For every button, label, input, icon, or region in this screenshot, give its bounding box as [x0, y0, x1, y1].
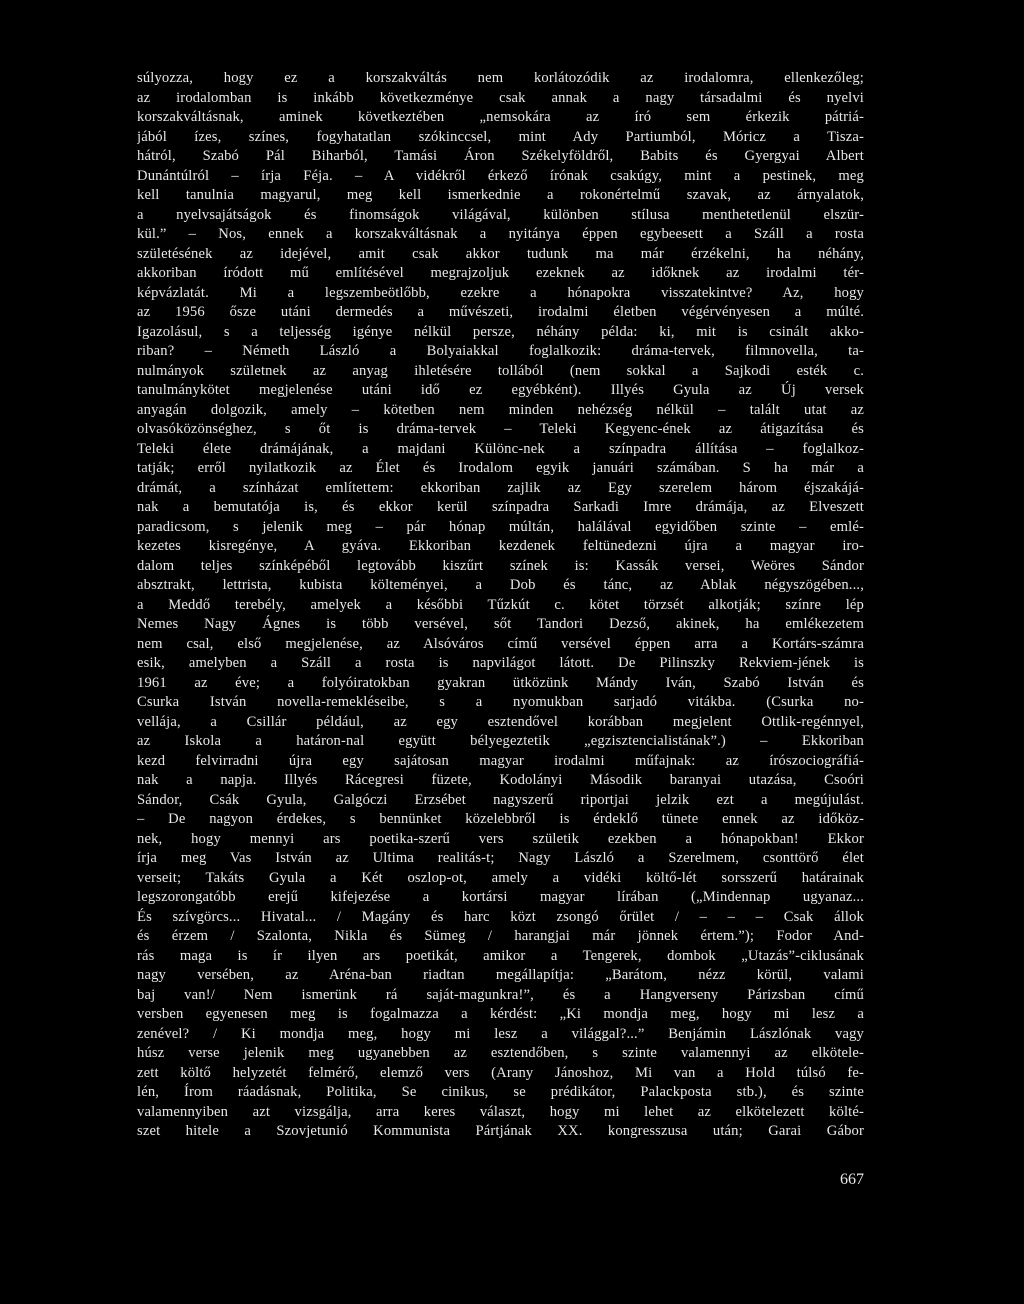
text-line: kezetes kisregénye, A gyáva. Ekkoriban kezdenek feltünedezni újra a magyar iro- — [137, 538, 864, 554]
text-line: Csurka István novella-remekléseibe, s a nyomukban sarjadó vitákba. (Csurka no- — [137, 694, 864, 710]
text-line: hátról, Szabó Pál Biharból, Tamási Áron Székelyföldről, Babits és Gyergyai Albert — [137, 148, 864, 164]
text-line: rás maga is ír ilyen ars poetikát, amikor a Tengerek, dombok „Utazás”-ciklusának — [137, 947, 864, 964]
text-line: Sándor, Csák Gyula, Galgóczi Erzsébet nagyszerű riportjai jelzik ezt a megújulást. — [137, 791, 864, 808]
text-line: jából ízes, színes, fogyhatatlan szókinccsel, mint Ady Partiumból, Móricz a Tisza- — [137, 128, 864, 145]
text-line: korszakváltásnak, aminek következtében „nemsokára az író sem érkezik pátriá- — [137, 109, 864, 125]
text-line: baj van!/ Nem ismerünk rá saját-magunkra!”, és a Hangverseny Párizsban című — [137, 986, 864, 1003]
text-line: lén, Írom ráadásnak, Politika, Se cinikus, se prédikátor, Palackposta stb.), és szinte — [137, 1084, 864, 1100]
text-line: kell tanulnia magyarul, meg kell ismerkednie a rokonértelmű szavak, az árnyalatok, — [137, 187, 864, 203]
text-line: valamennyiben azt vizsgálja, arra keres választ, hogy mi lehet az elkötelezett költé- — [137, 1103, 864, 1120]
text-line: kezd felvirradni újra egy sajátosan magyar irodalmi műfajnak: az írószociográfiá- — [137, 752, 864, 769]
text-line: drámát, a színházat említettem: ekkoriban zajlik az Egy szerelem három éjszakájá- — [137, 479, 864, 496]
page-number: 667 — [840, 1171, 864, 1188]
text-line: az 1956 ősze utáni dermedés a művészeti, irodalmi életben végérvényesen a múlté. — [137, 304, 864, 320]
text-line: és érzem / Szalonta, Nikla és Sümeg / harangjai már jönnek értem.”); Fodor And- — [137, 928, 864, 944]
text-line: nak a bemutatója is, és ekkor kerül színpadra Sarkadi Imre drámája, az Elveszett — [137, 499, 864, 515]
text-line: Dunántúlról – írja Féja. – A vidékről érkező írónak csakúgy, mint a pestinek, meg — [137, 167, 864, 184]
text-line: tanulmánykötet megjelenése utáni idő ez egyébként). Illyés Gyula az Új versek — [137, 382, 864, 398]
text-line: Igazolásul, s a teljesség igénye nélkül persze, néhány példa: ki, mit is csinált akko- — [137, 323, 864, 340]
text-line: kül.” – Nos, ennek a korszakváltásnak a nyitánya éppen egybeesett a Száll a rosta — [137, 226, 864, 242]
text-line: a Meddő terebély, amelyek a későbbi Tűzkút c. kötet törzsét alkotják; színre lép — [137, 596, 864, 613]
text-line: zenével? / Ki mondja meg, hogy mi lesz a világgal?...” Benjámin Lászlónak vagy — [137, 1025, 864, 1042]
text-line: akkoriban íródott mű említésével megrajzoljuk ezeknek az időknek az irodalmi tér- — [137, 265, 864, 281]
text-line: – De nagyon érdekes, s bennünket közelebbről is érdeklő tünete ennek az időköz- — [137, 811, 864, 827]
text-line: írja meg Vas István az Ultima realitás-t; Nagy László a Szerelmem, csonttörő élet — [137, 850, 864, 866]
text-line: nak a napja. Illyés Rácegresi füzete, Kodolányi Második baranyai utazása, Csoóri — [137, 772, 864, 788]
text-line: verseit; Takáts Gyula a Két oszlop-ot, amely a vidéki költő-lét sorsszerű határainak — [137, 869, 864, 886]
text-line: az irodalomban is inkább következménye csak annak a nagy társadalmi és nyelvi — [137, 89, 864, 106]
text-line: nem csal, első megjelenése, az Alsóváros című versével éppen arra a Kortárs-számra — [137, 635, 864, 652]
text-line: versben egyenesen meg is fogalmazza a kérdést: „Ki mondja meg, hogy mi lesz a — [137, 1006, 864, 1022]
text-line: szet hitele a Szovjetunió Kommunista Pártjának XX. kongresszusa után; Garai Gábor — [137, 1123, 864, 1139]
text-line: riban? – Németh László a Bolyaiakkal foglalkozik: dráma-tervek, filmnovella, ta- — [137, 343, 864, 359]
text-line: a nyelvsajátságok és finomságok világával, különben stílusa menthetetlenül elszür- — [137, 206, 864, 223]
text-line: zett költő helyzetét felmérő, elemző vers (Arany Jánoshoz, Mi van a Hold túlsó fe- — [137, 1064, 864, 1081]
text-line: anyagán dolgozik, amely – kötetben nem minden nehézség nélkül – talált utat az — [137, 401, 864, 418]
text-line: Teleki élete drámájának, a majdani Különc-nek a színpadra állítása – foglalkoz- — [137, 440, 864, 457]
text-line: absztrakt, lettrista, kubista költeményei, a Dob és tánc, az Ablak négyszögében..., — [137, 577, 864, 593]
text-line: 1961 az éve; a folyóiratokban gyakran ütközünk Mándy Iván, Szabó István és — [137, 674, 864, 691]
text-line: dalom teljes színképéből legtovább kiszűrt színek is: Kassák versei, Weöres Sándor — [137, 557, 864, 574]
text-line: tatják; erről nyilatkozik az Élet és Irodalom egyik januári számában. S ha már a — [137, 460, 864, 476]
text-line: legszorongatóbb erejű kifejezése a kortársi magyar lírában („Mindennap ugyanaz... — [137, 889, 864, 905]
text-line: nagy versében, az Aréna-ban riadtan megállapítja: „Barátom, nézz körül, valami — [137, 967, 864, 983]
text-line: olvasóközönséghez, s őt is dráma-tervek – Teleki Kegyenc-ének az átigazítása és — [137, 421, 864, 437]
text-line: nulmányok születnek az anyag ihletésére tollából (nem sokkal a Sajkodi esték c. — [137, 362, 864, 379]
text-line: vellája, a Csillár például, az egy esztendővel korábban megjelent Ottlik-regénnyel, — [137, 713, 864, 730]
text-line: esik, amelyben a Száll a rosta is napvilágot látott. De Pilinszky Rekviem-jének is — [137, 655, 864, 671]
text-line: És szívgörcs... Hivatal... / Magány és harc közt zsongó őrület / – – – Csak állok — [137, 908, 864, 925]
text-line: Nemes Nagy Ágnes is több versével, sőt Tandori Dezső, akinek, ha emlékezetem — [137, 616, 864, 632]
text-line: születésének az idejével, amit csak akkor tudunk ma már érzékelni, ha néhány, — [137, 245, 864, 262]
body-text — [137, 69, 864, 1142]
text-line: súlyozza, hogy ez a korszakváltás nem korlátozódik az irodalomra, ellenkezőleg; — [137, 70, 864, 86]
text-line: húsz verse jelenik meg ugyanebben az esztendőben, s szinte valamennyi az elkötele- — [137, 1045, 864, 1061]
text-line: nek, hogy mennyi ars poetika-szerű vers születik ezekben a hónapokban! Ekkor — [137, 830, 864, 847]
text-line: az Iskola a határon-nal együtt bélyegeztetik „egzisztencialistának”.) – Ekkoriban — [137, 733, 864, 749]
text-line: képvázlatát. Mi a legszembeötlőbb, ezekre a hónapokra visszatekintve? Az, hogy — [137, 284, 864, 301]
text-line: paradicsom, s jelenik meg – pár hónap múltán, halálával egyidőben szinte – emlé- — [137, 518, 864, 535]
